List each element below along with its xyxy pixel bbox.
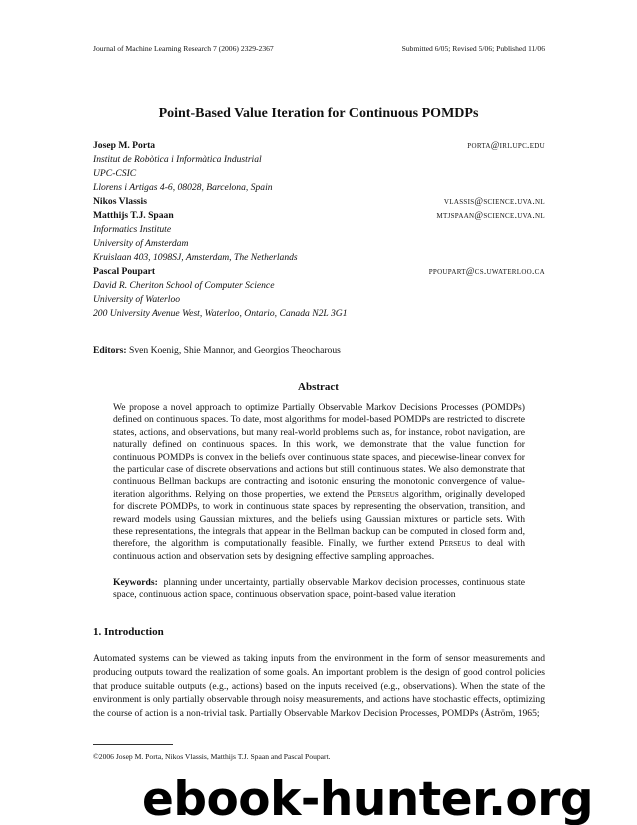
watermark: ebook-hunter.org [142,775,594,825]
affiliation-line: Llorens i Artigas 4-6, 08028, Barcelona, Spain [93,182,273,193]
affiliation-line: University of Waterloo [93,294,181,305]
perseus-name: Perseus [438,538,471,550]
abstract-text: We propose a novel approach to optimize Partially Observable Markov Decisions Processes (POMDPs) defined on continuous spaces. To date, most algorithms for model-based POMDPs are restricted to discrete states, actions, and observations, but many real-world problems such as, for instance, robot navigation, are naturally defined on continuous spaces. In this work, we demonstrate that the value function for continuous POMDPs is convex in the beliefs over continuous state spaces, and piecewise-linear convex for the particular case of discrete observations and actions but still continuous states. We also demonstrate that continuous Bellman backups are contracting and isotonic ensuring the monotonic convergence of value-iteration algorithms. Relying on those properties, we extend the [113,402,525,500]
paper-title: Point-Based Value Iteration for Continuous POMDPs [158,106,479,121]
author-email: porta@iri.upc.edu [467,141,545,151]
abstract-body [113,402,525,563]
journal-citation: Journal of Machine Learning Research 7 (2006) 2329-2367 [93,44,274,53]
abstract-heading: Abstract [298,381,339,393]
author-email: mtjspaan@science.uva.nl [436,211,545,221]
author-name: Josep M. Porta [93,140,156,151]
copyright-notice: ©2006 Josep M. Porta, Nikos Vlassis, Matthijs T.J. Spaan and Pascal Poupart. [93,752,331,761]
keywords-label: Keywords: [113,577,158,588]
author-block-porta [93,139,545,195]
affiliation-line: University of Amsterdam [93,238,189,249]
footnote-rule [93,744,173,745]
editors-line [93,345,341,356]
keywords-text: planning under uncertainty, partially observable Markov decision processes, continuous state space, continuous action space, continuous observation space, point-based value iteration [113,577,526,601]
editors-names: Sven Koenig, Shie Mannor, and Georgios Theocharous [128,345,341,356]
affiliation-line: Kruislaan 403, 1098SJ, Amsterdam, The Netherlands [93,252,298,263]
author-email: vlassis@science.uva.nl [443,197,545,207]
introduction-text: Automated systems can be viewed as taking inputs from the environment in the form of sensor measurements and producing outputs toward the realization of some goals. An important problem is the design of good control policies that produce suitable outputs (e.g., actions) based on the inputs received (e.g., observations). When the state of the environment is only partially observable through noisy measurements, and actions have stochastic effects, optimizing the course of action is a non-trivial task. Partially Observable Markov Decision Processes, POMDPs (Åström, 1965; [93,653,545,720]
affiliation-line: UPC-CSIC [93,168,137,179]
affiliation-line: Informatics Institute [93,224,172,235]
author-block-vlassis-spaan [93,195,545,265]
affiliation-line: David R. Cheriton School of Computer Science [93,280,275,291]
author-email: ppoupart@cs.uwaterloo.ca [428,267,545,277]
author-name: Matthijs T.J. Spaan [93,210,174,221]
author-name: Nikos Vlassis [93,196,147,207]
abstract-text: to deal with continuous action and observation sets by designing effective sampling approaches. [113,538,525,562]
section-heading: 1. Introduction [93,626,164,638]
affiliation-line: Institut de Robòtica i Informàtica Industrial [93,154,262,165]
abstract-text: algorithm, originally developed for discrete POMDPs, to work in continuous state spaces by representing the observation, transition, and reward models using Gaussian mixtures, and the beliefs using Gaussian mixtures or particle sets. With these representations, the integrals that appear in the Bellman backup can be computed in closed form and, therefore, the algorithm is computationally feasible. Finally, we further extend [113,488,526,550]
keywords [113,577,525,602]
perseus-name: Perseus [367,488,399,500]
editors-label: Editors: [93,345,127,356]
author-name: Pascal Poupart [93,266,156,277]
running-header [93,44,545,53]
author-block-poupart [93,265,545,321]
submission-dates: Submitted 6/05; Revised 5/06; Published 11/06 [401,44,545,53]
affiliation-line: 200 University Avenue West, Waterloo, Ontario, Canada N2L 3G1 [93,308,348,319]
